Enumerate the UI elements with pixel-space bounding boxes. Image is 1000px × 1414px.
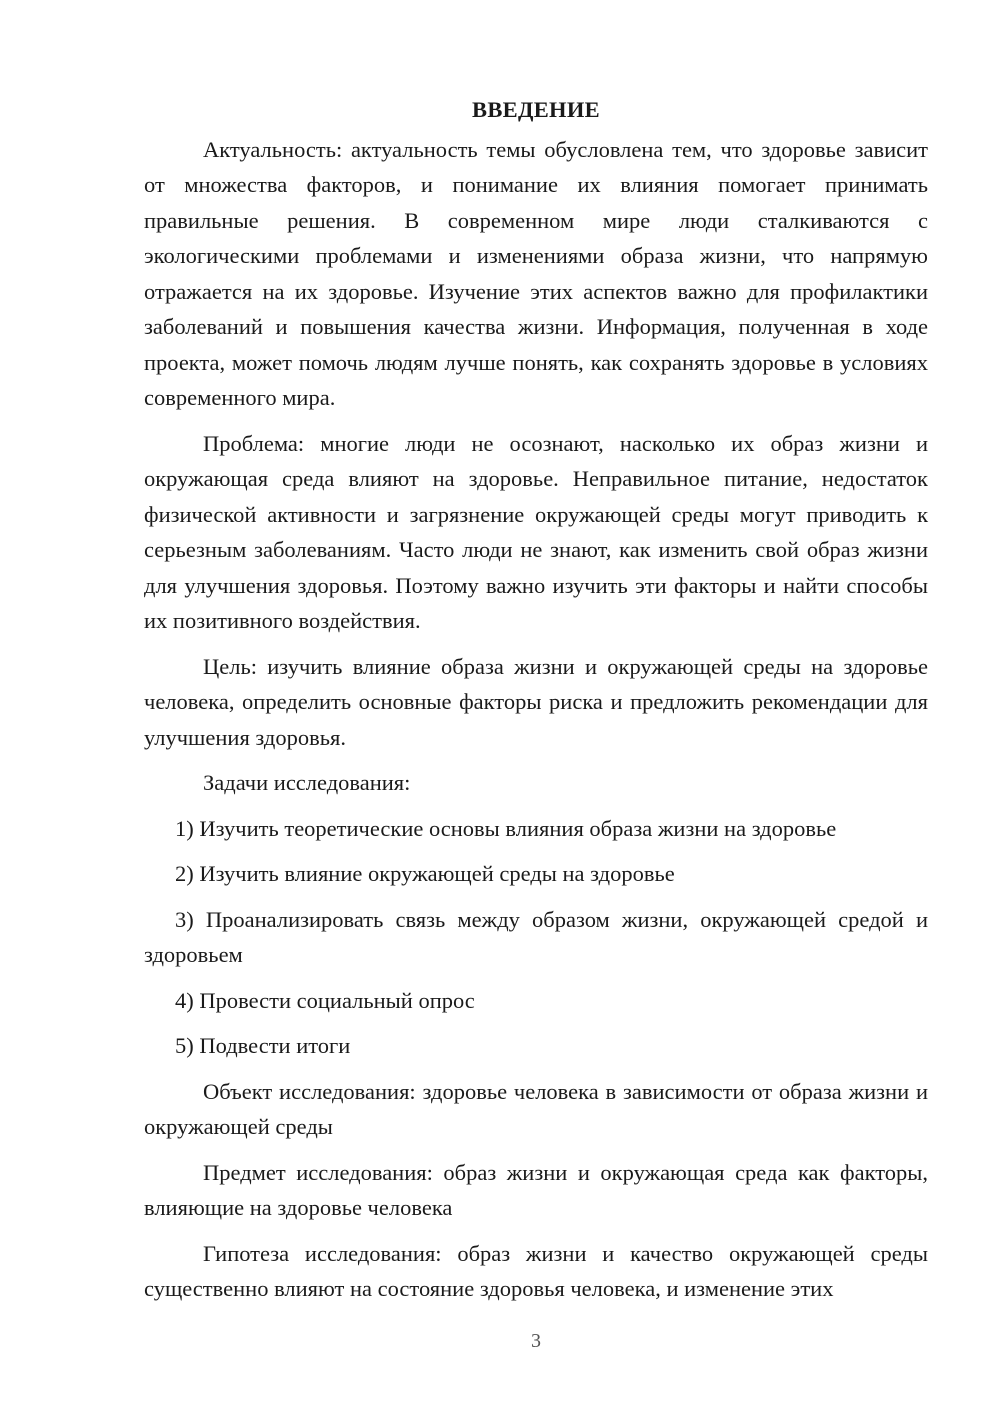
task-item: 2) Изучить влияние окружающей среды на здоровье — [175, 861, 675, 886]
tasks-heading: Задачи исследования: — [203, 770, 411, 795]
goal-paragraph: Цель: изучить влияние образа жизни и окружающей среды на здоровье человека, определить основные факторы риска и предложить рекомендации для улучшения здоровья. — [144, 653, 928, 750]
task-item: 4) Провести социальный опрос — [175, 987, 475, 1013]
problem-paragraph: Проблема: многие люди не осознают, насколько их образ жизни и окружающая среда влияют на здоровье. Неправильное питание, недостаток физической активности и загрязнение окружающей среды могут приводить к серьезным заболеваниям. Часто люди не знают, как изменить свой образ жизни для улучшения здоровья. Поэтому важно изучить эти факторы и найти способы их позитивного воздействия. — [144, 430, 928, 633]
task-item: 3) Проанализировать связь между образом жизни, окружающей средой и здоровьем — [144, 906, 928, 967]
page-number: 3 — [531, 1330, 541, 1352]
task-item: 1) Изучить теоретические основы влияния образа жизни на здоровье — [175, 815, 837, 841]
document-page — [144, 92, 928, 1317]
subject-paragraph: Предмет исследования: образ жизни и окружающая среда как факторы, влияющие на здоровье человека — [144, 1159, 928, 1220]
section-title: ВВЕДЕНИЕ — [472, 97, 600, 122]
relevance-paragraph: Актуальность: актуальность темы обусловлена тем, что здоровье зависит от множества факторов, и понимание их влияния помогает принимать правильные решения. В современном мире люди сталкиваются с экологическими проблемами и изменениями образа жизни, что напрямую отражается на их здоровье. Изучение этих аспектов важно для профилактики заболеваний и повышения качества жизни. Информация, полученная в ходе проекта, может помочь людям лучше понять, как сохранять здоровье в условиях современного мира. — [144, 136, 928, 410]
hypothesis-paragraph: Гипотеза исследования: образ жизни и качество окружающей среды существенно влияют на состояние здоровья человека, и изменение этих — [144, 1240, 928, 1301]
object-paragraph: Объект исследования: здоровье человека в зависимости от образа жизни и окружающей среды — [144, 1078, 928, 1139]
tasks-list — [144, 811, 928, 1064]
task-item: 5) Подвести итоги — [175, 1033, 351, 1058]
